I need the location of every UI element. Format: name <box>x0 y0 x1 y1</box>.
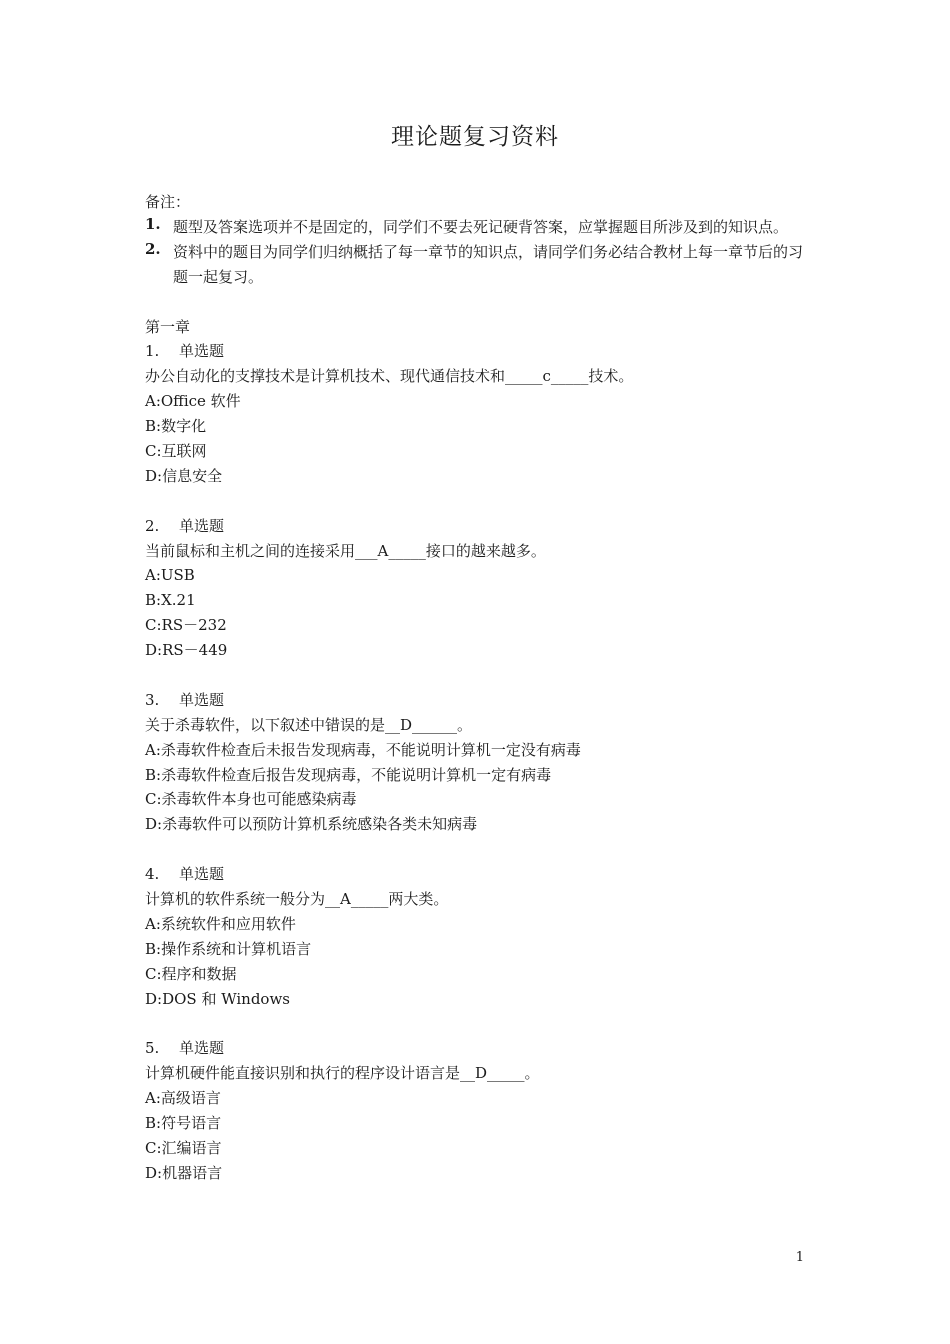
question-number: 5. <box>145 1039 160 1058</box>
option-a: A:高级语言 <box>145 1089 221 1108</box>
option-d: D:DOS 和 Windows <box>145 989 290 1008</box>
option-a: A:Office 软件 <box>145 392 241 411</box>
note-number: 1. <box>145 214 161 233</box>
option-b: B:数字化 <box>145 417 207 436</box>
option-c: C:杀毒软件本身也可能感染病毒 <box>145 790 357 809</box>
question <box>145 1036 810 1185</box>
option-b: B:符号语言 <box>145 1114 222 1132</box>
question <box>145 862 810 1011</box>
question-header <box>145 514 810 539</box>
question-header <box>145 1036 810 1061</box>
question-stem: 计算机的软件系统一般分为__A_____两大类。 <box>145 889 449 908</box>
page-number: 1 <box>795 1250 804 1265</box>
question <box>145 339 810 488</box>
option-d: D:杀毒软件可以预防计算机系统感染各类未知病毒 <box>145 815 478 834</box>
option-a: A:USB <box>145 566 195 585</box>
option-d: D:机器语言 <box>145 1163 223 1182</box>
note-item <box>145 215 810 240</box>
option-a: A:系统软件和应用软件 <box>145 914 296 933</box>
question-type: 单选题 <box>179 1039 225 1058</box>
question-type: 单选题 <box>179 865 225 884</box>
question-number: 3. <box>145 690 160 709</box>
chapter-heading: 第一章 <box>145 317 191 336</box>
option-c: C:程序和数据 <box>145 964 237 983</box>
question-stem: 关于杀毒软件，以下叙述中错误的是__D______。 <box>145 715 473 734</box>
question-stem: 计算机硬件能直接识别和执行的程序设计语言是__D_____。 <box>145 1064 540 1083</box>
note-text: 题型及答案选项并不是固定的，同学们不要去死记硬背答案，应掌握题目所涉及到的知识点。 <box>173 217 789 236</box>
option-b: B:X.21 <box>145 591 196 610</box>
option-c: C:汇编语言 <box>145 1138 222 1157</box>
note-text: 资料中的题目为同学们归纳概括了每一章节的知识点，请同学们务必结合教材上每一章节后的习题一起复习。 <box>173 242 804 286</box>
question-number: 4. <box>145 865 160 884</box>
option-d: D:RS－449 <box>145 641 228 660</box>
question <box>145 688 810 837</box>
question <box>145 514 810 663</box>
question-header <box>145 862 810 887</box>
document-body <box>145 190 810 1186</box>
question-type: 单选题 <box>179 342 225 361</box>
note-number: 2. <box>145 239 161 258</box>
page-title: 理论题复习资料 <box>391 124 559 150</box>
question-number: 1. <box>145 342 160 361</box>
question-header <box>145 688 810 713</box>
note-label: 备注： <box>145 193 191 211</box>
option-b: B:操作系统和计算机语言 <box>145 939 312 958</box>
option-c: C:互联网 <box>145 441 207 460</box>
question-type: 单选题 <box>179 516 225 535</box>
option-a: A:杀毒软件检查后未报告发现病毒，不能说明计算机一定没有病毒 <box>145 740 581 759</box>
question-type: 单选题 <box>179 690 225 709</box>
option-c: C:RS－232 <box>145 616 227 635</box>
option-d: D:信息安全 <box>145 466 223 485</box>
question-header <box>145 339 810 364</box>
question-stem: 办公自动化的支撑技术是计算机技术、现代通信技术和_____c_____技术。 <box>145 367 634 386</box>
option-b: B:杀毒软件检查后报告发现病毒，不能说明计算机一定有病毒 <box>145 765 552 784</box>
note-item <box>145 240 810 290</box>
question-number: 2. <box>145 516 160 535</box>
question-stem: 当前鼠标和主机之间的连接采用___A_____接口的越来越多。 <box>145 541 546 560</box>
